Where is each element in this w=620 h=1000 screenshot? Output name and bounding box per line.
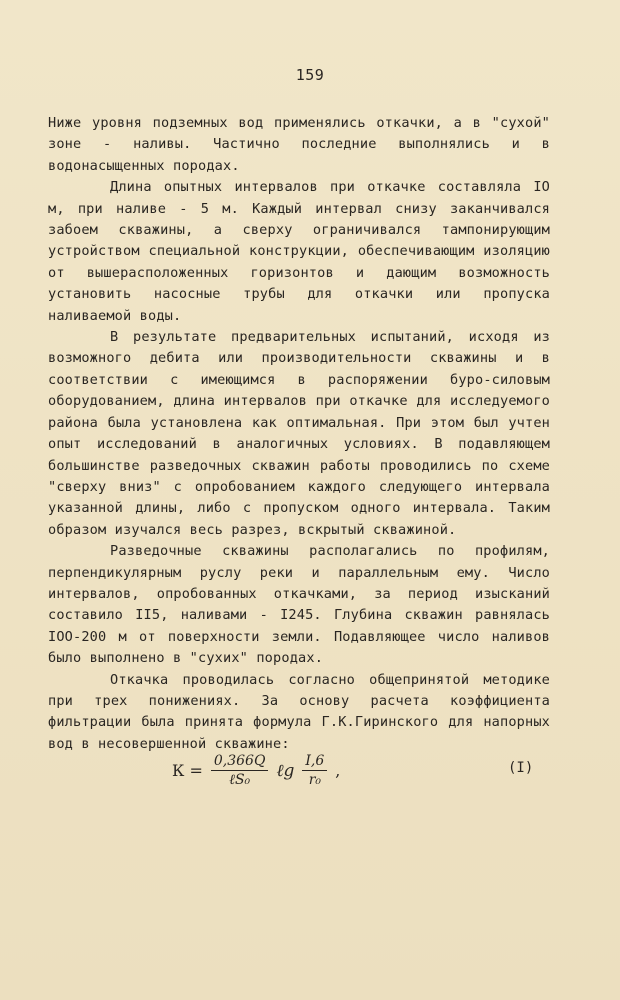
fraction-1-denominator: ℓS₀	[229, 772, 251, 788]
fraction-2-numerator: I,6	[302, 752, 327, 771]
fraction-2-denominator: r₀	[308, 772, 321, 788]
page-number: 159	[295, 66, 325, 84]
body-text	[48, 113, 550, 755]
formula-tail: ,	[335, 761, 341, 780]
paragraph-3: В результате предварительных испытаний, исходя из возможного дебита или производительности скважины и в соответствии с имеющимся в распоряжении буро-силовым оборудованием, длина интервалов при откачке для исследуемого района была установлена как оптимальная. При этом был учтен опыт исследований в аналогичных условиях. В подавляющем большинстве разведочных скважин работы проводились по схеме "сверху вниз" с опробованием каждого следующего интервала указанной длины, либо с пропуском одного интервала. Таким образом изучался весь разрез, вскрытый скважиной.	[48, 329, 550, 538]
formula-lhs: К =	[172, 761, 203, 780]
paragraph-2: Длина опытных интервалов при откачке составляла IO м, при наливе - 5 м. Каждый интервал снизу заканчивался забоем скважины, а сверху ограничивался тампонирующим устройством специальной конструкции, обеспечивающим изоляцию от вышерасположенных горизонтов и дающим возможность установить насосные трубы для откачки или пропуска наливаемой воды.	[48, 179, 550, 324]
paragraph-5: Откачка проводилась согласно общепринятой методике при трех понижениях. За основу расчета коэффициента фильтрации была принята формула Г.К.Гиринского для напорных вод в несовершенной скважине:	[48, 671, 550, 752]
equation-number: (I)	[508, 760, 534, 776]
formula-fraction-2	[302, 752, 327, 789]
formula-girinsky	[172, 752, 392, 789]
fraction-1-numerator: 0,366Q	[211, 752, 269, 771]
paragraph-1: Ниже уровня подземных вод применялись откачки, а в "сухой" зоне - наливы. Частично последние выполнялись и в водонасыщенных породах.	[48, 115, 550, 174]
paragraph-4: Разведочные скважины располагались по профилям, перпендикулярным руслу реки и параллельным ему. Число интервалов, опробованных откачками, за период изысканий составило II5, наливами - I245. Глубина скважин равнялась IOO-200 м от поверхности земли. Подавляющее число наливов было выполнено в "сухих" породах.	[48, 543, 550, 667]
formula-log: ℓg	[276, 760, 295, 781]
formula-fraction-1	[211, 752, 269, 789]
